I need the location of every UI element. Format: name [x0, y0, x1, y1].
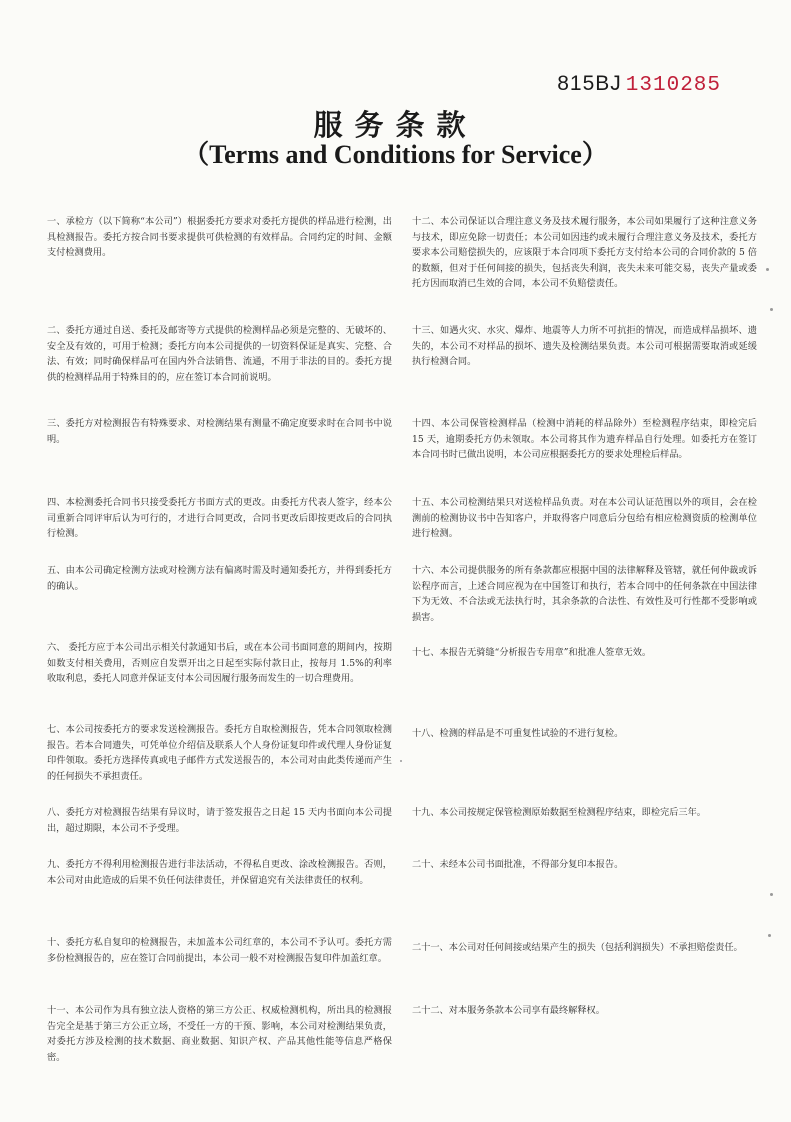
clause-20: 二十、未经本公司书面批准，不得部分复印本报告。 [412, 859, 624, 870]
clause-16: 十六、本公司提供服务的所有条款都应根据中国的法律解释及管辖，就任何仲裁或诉讼程序而言，上述合同应视为在中国签订和执行，若本合同中的任何条款在中国法律下为无效、不合法或无法执行时，其余条款的合法性、有效性及可行性都不受影响或损害。 [412, 565, 757, 623]
scan-speck [770, 308, 773, 311]
clause-8: 八、委托方对检测报告结果有异议时，请于签发报告之日起 15 天内书面向本公司提出，超过期限，本公司不予受理。 [47, 807, 392, 834]
page-subtitle: （Terms and Conditions for Service） [183, 140, 608, 169]
clause-3: 三、委托方对检测报告有特殊要求、对检测结果有测量不确定度要求时在合同书中说明。 [47, 418, 392, 445]
clause-14: 十四、本公司保管检测样品（检测中消耗的样品除外）至检测程序结束，即检完后 15 天，逾期委托方仍未领取。本公司将其作为遗弃样品自行处理。如委托方在签订本合同书时已做出说明，本公司应根据委托方的要求处理检后样品。 [412, 418, 757, 460]
clause-15: 十五、本公司检测结果只对送检样品负责。对在本公司认证范围以外的项目，会在检测前的检测协议书中告知客户，并取得客户同意后分包给有相应检测资质的检测单位进行检测。 [412, 497, 757, 539]
clause-11: 十一、本公司作为具有独立法人资格的第三方公正、权威检测机构，所出具的检测报告完全是基于第三方公正立场，不受任一方的干预、影响，本公司对检测结果负责，对委托方涉及检测的技术数据、商业数据、知识产权、产品其他性能等信息严格保密。 [47, 1005, 392, 1063]
clause-1: 一、承检方（以下简称“本公司”）根据委托方要求对委托方提供的样品进行检测，出具检测报告。委托方按合同书要求提供可供检测的有效样品。合同约定的时间、金额支付检测费用。 [47, 216, 392, 258]
clause-6: 六、 委托方应于本公司出示相关付款通知书后，或在本公司书面同意的期间内，按期如数支付相关费用，否则应自发票开出之日起至实际付款日止，按每月 1.5%的利率收取利息，委托人同意并保证支付本公司因履行服务而发生的一切合理费用。 [47, 642, 392, 684]
clause-12: 十二、本公司保证以合理注意义务及技术履行服务，本公司如果履行了这种注意义务与技术，即应免除一切责任；本公司如因违约或未履行合理注意义务及技术，委托方要求本公司赔偿损失的，应该限于本合同项下委托方支付给本公司的合同价款的 5 倍的数额，但对于任何间接的损失，包括丧失利润，丧失未来可能交易，丧失产量或委托方因而取消已生效的合同，本公司不负赔偿责任。 [412, 216, 757, 289]
serial-prefix: 815BJ [557, 72, 622, 95]
clause-10: 十、委托方私自复印的检测报告，未加盖本公司红章的，本公司不予认可。委托方需多份检测报告的，应在签订合同前提出，本公司一般不对检测报告复印件加盖红章。 [47, 937, 392, 964]
clause-18: 十八、检测的样品是不可重复性试验的不进行复检。 [412, 728, 624, 739]
scan-speck [766, 268, 769, 271]
clause-2: 二、委托方通过自送、委托及邮寄等方式提供的检测样品必须是完整的、无破坏的、安全及有效的，可用于检测；委托方向本公司提供的一切资料保证是真实、完整、合法、有效；同时确保样品可在国内外合法销售、流通，不用于非法的目的。委托方提供的检测样品用于特殊目的的，应在签订本合同前说明。 [47, 325, 392, 383]
clause-13: 十三、如遇火灾、水灾、爆炸、地震等人力所不可抗拒的情况，而造成样品损坏、遗失的，本公司不对样品的损坏、遗失及检测结果负责。本公司可根据需要取消或延缓执行检测合同。 [412, 325, 757, 367]
page-title: 服务条款 [313, 108, 478, 142]
clause-5: 五、由本公司确定检测方法或对检测方法有偏离时需及时通知委托方，并得到委托方的确认。 [47, 565, 392, 592]
clause-22: 二十二、对本服务条款本公司享有最终解释权。 [412, 1005, 605, 1016]
clause-17: 十七、本报告无骑缝“分析报告专用章”和批准人签章无效。 [412, 647, 652, 658]
report-serial-number [557, 72, 721, 97]
scan-speck [768, 934, 771, 937]
clause-19: 十九、本公司按规定保管检测原始数据至检测程序结束，即检完后三年。 [412, 807, 706, 818]
scan-speck [400, 760, 402, 762]
scan-speck [770, 893, 773, 896]
clause-9: 九、委托方不得利用检测报告进行非法活动，不得私自更改、涂改检测报告。否则，本公司对由此造成的后果不负任何法律责任，并保留追究有关法律责任的权利。 [47, 859, 392, 886]
clause-4: 四、本检测委托合同书只接受委托方书面方式的更改。由委托方代表人签字，经本公司重新合同评审后认为可行的，才进行合同更改，合同书更改后即按更改后的合同执行检测。 [47, 497, 392, 539]
serial-number-stamp: 1310285 [625, 74, 721, 97]
clause-21: 二十一、本公司对任何间接或结果产生的损失（包括利润损失）不承担赔偿责任。 [412, 942, 743, 953]
clause-7: 七、本公司按委托方的要求发送检测报告。委托方自取检测报告，凭本合同领取检测报告。若本合同遗失，可凭单位介绍信及联系人个人身份证复印件或代理人身份证复印件领取。委托方选择传真或电子邮件方式发送报告的，本公司对由此类传递而产生的任何损失不承担责任。 [47, 724, 392, 782]
